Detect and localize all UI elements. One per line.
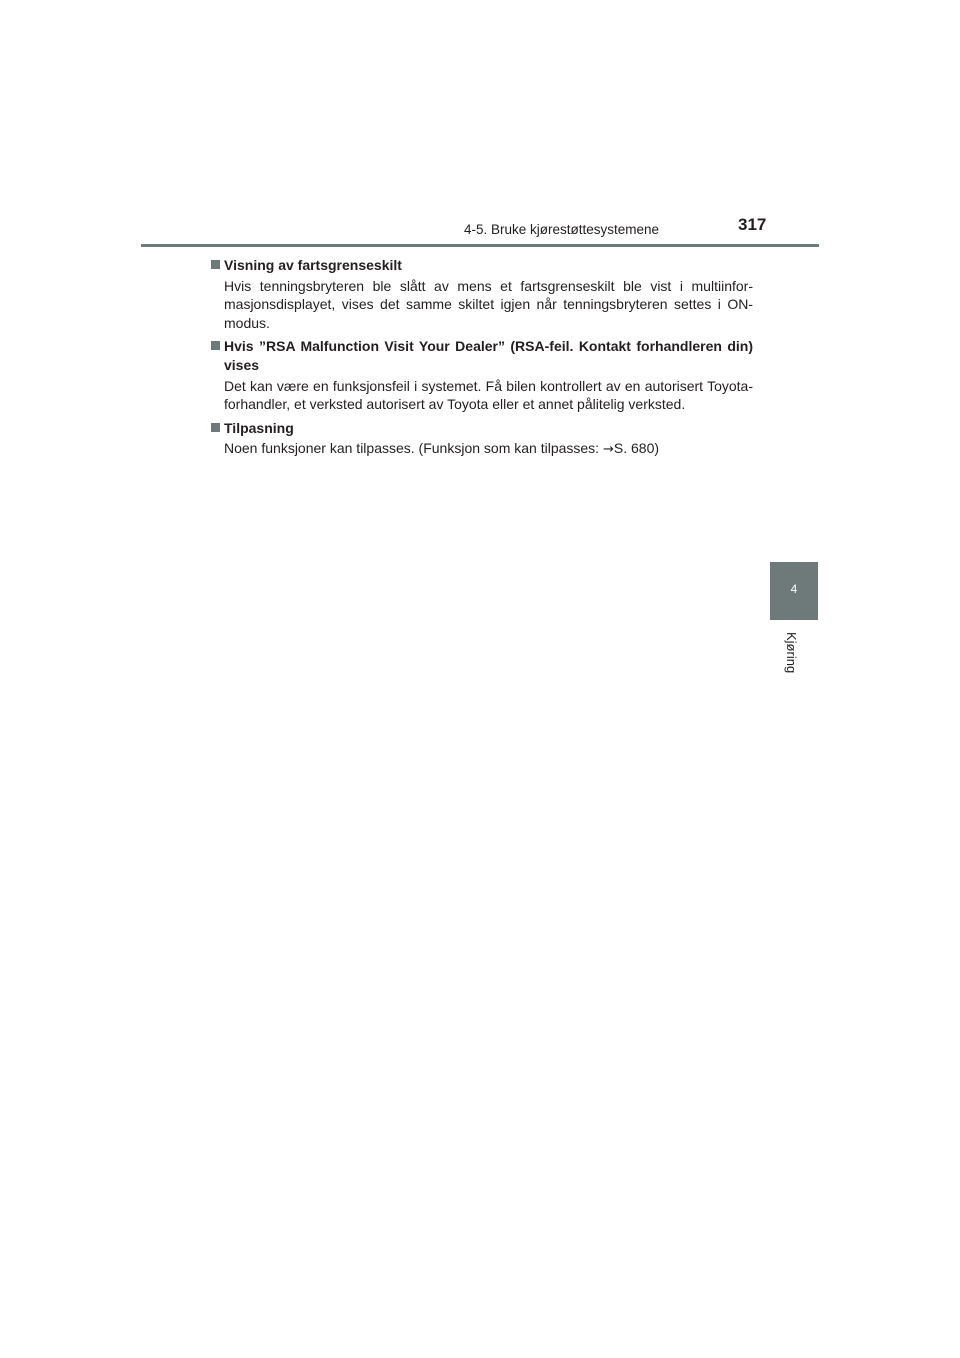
item-body-text: Noen funksjoner kan tilpasses. (Funksjon som kan tilpasses:	[224, 440, 603, 457]
chapter-label: Kjøring	[784, 632, 799, 674]
chapter-tab	[770, 562, 818, 620]
header-rule	[141, 244, 819, 247]
item-heading-text: Hvis ”RSA Malfunction Visit Your Dealer” (RSA-feil. Kontakt forhandleren din) vises	[224, 338, 753, 373]
section-item	[211, 256, 753, 332]
square-bullet-icon	[211, 423, 220, 432]
page-header	[0, 0, 960, 250]
item-body	[211, 439, 753, 460]
page-reference-link[interactable]: S. 680)	[613, 440, 660, 457]
page-content	[211, 256, 753, 465]
chapter-number: 4	[790, 582, 798, 596]
square-bullet-icon	[211, 260, 220, 269]
item-heading	[211, 256, 753, 275]
page-number: 317	[738, 215, 767, 234]
item-heading-text: Tilpasning	[224, 419, 294, 436]
section-item	[211, 337, 753, 413]
section-title: 4-5. Bruke kjørestøttesystemene	[464, 222, 660, 237]
item-heading	[211, 337, 753, 374]
section-item	[211, 419, 753, 460]
item-heading	[211, 419, 753, 438]
arrow-right-icon: →	[602, 442, 614, 458]
item-body: Hvis tenningsbryteren ble slått av mens et fartsgrenseskilt ble vist i multiinformasjonsdisplayet, vises det samme skiltet igjen når tenningsbryteren settes i ON-modus.	[224, 277, 753, 331]
item-heading-text: Visning av fartsgrenseskilt	[224, 257, 402, 273]
square-bullet-icon	[211, 341, 220, 350]
item-body: Det kan være en funksjonsfeil i systemet. Få bilen kontrollert av en autorisert Toyota-forhandler, et verksted autorisert av Toyota eller et annet pålitelig verksted.	[224, 377, 753, 413]
